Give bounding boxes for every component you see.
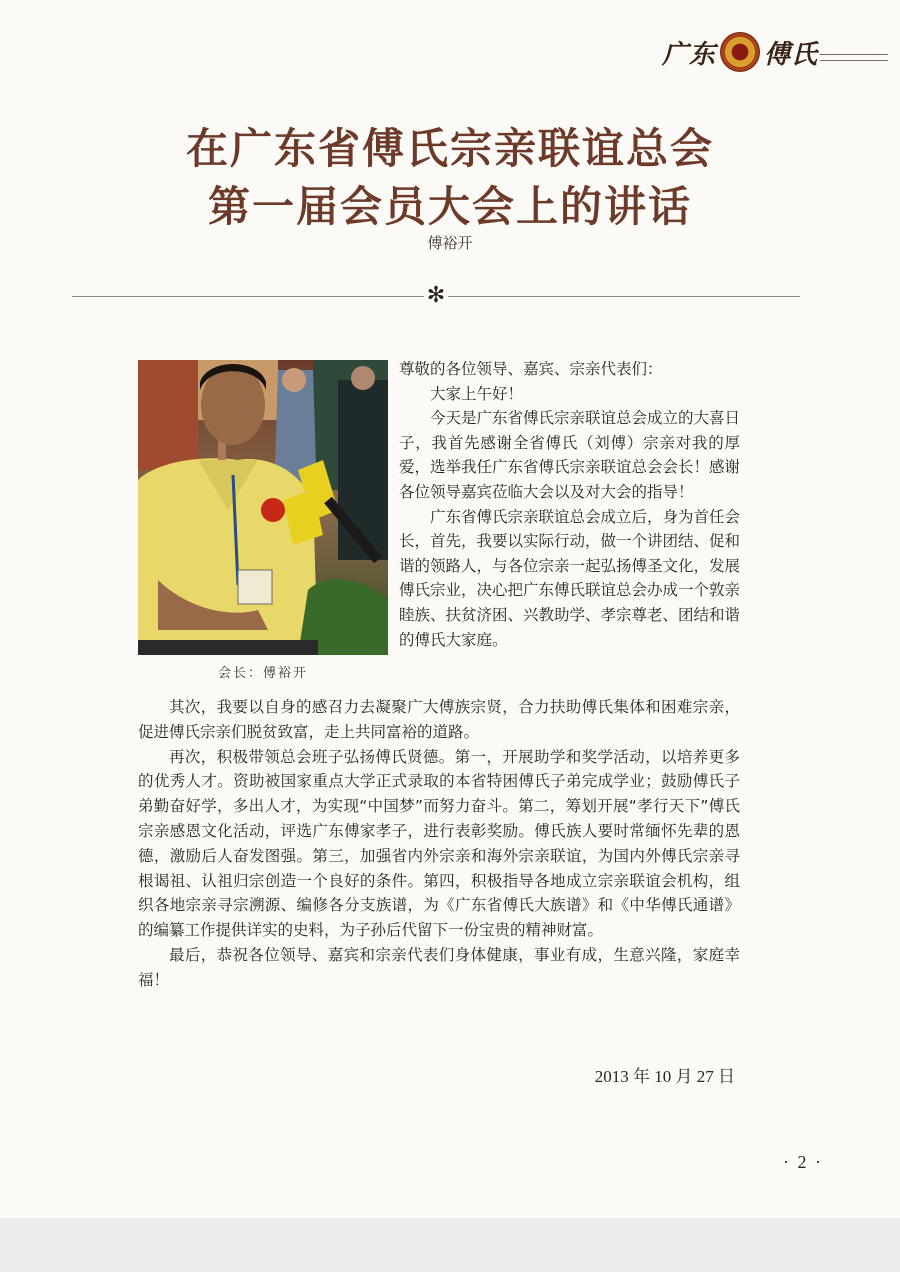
paragraph: 今天是广东省傅氏宗亲联谊总会成立的大喜日子，我首先感谢全省傅氏（刘傅）宗亲对我的厚爱，选举我任广东省傅氏宗亲联谊总会会长！感谢各位领导嘉宾莅临大会以及对大会的指导！: [399, 409, 741, 501]
article-title: [0, 120, 900, 236]
paragraph: 最后，恭祝各位领导、嘉宾和宗亲代表们身体健康，事业有成，生意兴隆，家庭幸福！: [138, 945, 740, 989]
title-line-2: 第一届会员大会上的讲话: [207, 182, 692, 231]
speech-date: 2013 年 10 月 27 日: [594, 1067, 735, 1086]
header-rule: [820, 54, 888, 61]
page-bottom-band: [0, 1218, 900, 1272]
paragraph: 其次，我要以自身的感召力去凝聚广大傅族宗贤，合力扶助傅氏集体和困难宗亲，促进傅氏宗亲们脱贫致富，走上共同富裕的道路。: [138, 698, 740, 741]
president-photo: [138, 360, 388, 655]
paragraph: 广东省傅氏宗亲联谊总会成立后，身为首任会长，首先，我要以实际行动，做一个讲团结、促和谐的领路人，与各位宗亲一起弘扬傅圣文化，发展傅氏宗业，决心把广东傅氏联谊总会办成一个敦亲睦族、扶贫济困、兴教助学、孝宗尊老、团结和谐的傅氏大家庭。: [399, 507, 741, 649]
salutation: 尊敬的各位领导、嘉宾、宗亲代表们：: [399, 360, 663, 378]
title-line-1: 在广东省傅氏宗亲联谊总会: [185, 124, 714, 173]
emblem-icon: [720, 32, 760, 72]
divider-star-icon: ✻: [424, 284, 448, 308]
photo-caption: 会长：傅裕开: [217, 666, 308, 681]
paragraph: 再次，积极带领总会班子弘扬傅氏贤德。第一，开展助学和奖学活动，以培养更多的优秀人才。资助被国家重点大学正式录取的本省特困傅氏子弟完成学业；鼓励傅氏子弟勤奋好学，多出人才，为实现“中国梦”而努力奋斗。第二，筹划开展“孝行天下”傅氏宗亲感恩文化活动，评选广东傅家孝子，进行表彰奖励。傅氏族人要时常缅怀先辈的恩德，激励后人奋发图强。第三，加强省内外宗亲和海外宗亲联谊，为国内外傅氏宗亲寻根谒祖、认祖归宗创造一个良好的条件。第四，积极指导各地成立宗亲联谊会机构，组织各地宗亲寻宗溯源、编修各分支族谱，为《广东省傅氏大族谱》和《中华傅氏通谱》的编纂工作提供详实的史料，为子孙后代留下一份宝贵的精神财富。: [138, 747, 740, 940]
author-name: 傅裕开: [427, 234, 473, 252]
page-number: · 2 ·: [783, 1152, 823, 1172]
header-brand-right: 傅氏: [764, 39, 819, 70]
column-text: [399, 357, 740, 652]
full-width-text: [138, 695, 740, 993]
header-brand-left: 广东: [662, 39, 717, 70]
greeting: 大家上午好！: [430, 384, 524, 403]
header-logo: [662, 28, 862, 76]
